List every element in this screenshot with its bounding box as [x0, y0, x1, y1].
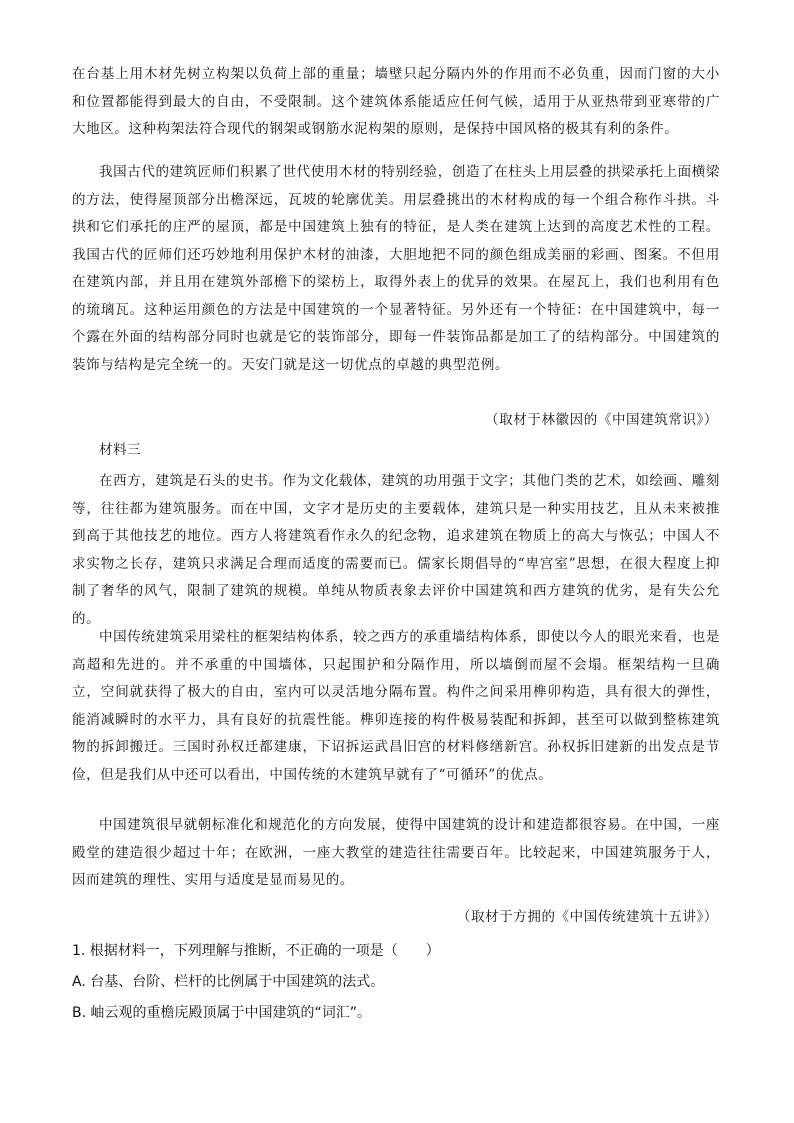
material3-paragraph-2: 中国传统建筑采用梁柱的框架结构体系，较之西方的承重墙结构体系，即使以今人的眼光来看，也是高超和先进的。并不承重的中国墙体，只起围护和分隔作用，所以墙倒而屋不会塌。框架结构一旦确立，空间就获得了极大的自由，室内可以灵活地分隔布置。构件之间采用榫卯构造，具有很大的弹性，能消减瞬时的水平力，具有良好的抗震性能。榫卯连接的构件极易装配和拆卸，甚至可以做到整栋建筑物的拆卸搬迁。三国时孙权迁都建康，下诏拆运武昌旧宫的材料修缮新宫。孙权拆旧建新的出发点是节俭，但是我们从中还可以看出，中国传统的木建筑早就有了“可循环”的优点。: [72, 629, 720, 783]
question-1-stem: 1. 根据材料一，下列理解与推断，不正确的一项是（ ）: [72, 943, 440, 959]
material2-paragraph-continued: 在台基上用木材先树立构架以负荷上部的重量；墙壁只起分隔内外的作用而不必负重，因而门窗的大小和位置都能得到最大的自由，不受限制。这个建筑体系能适应任何气候，适用于从亚热带到亚寒带的广大地区。这种构架法符合现代的钢架或钢筋水泥构架的原则，是保持中国风格的极其有利的条件。: [72, 66, 720, 137]
question-1-option-b: B. 岫云观的重檐庑殿顶属于中国建筑的“词汇”。: [72, 1005, 372, 1021]
material2-source: （取材于林徽因的《中国建筑常识》）: [485, 412, 718, 428]
material3-source: （取材于方拥的《中国传统建筑十五讲》）: [456, 909, 718, 925]
question-1-option-a: A. 台基、台阶、栏杆的比例属于中国建筑的法式。: [72, 974, 385, 990]
material2-paragraph-2: 我国古代的建筑匠师们积累了世代使用木材的特别经验，创造了在柱头上用层叠的拱梁承托上面横梁的方法，使得屋顶部分出檐深远，瓦坡的轮廓优美。用层叠挑出的木材构成的每一个组合称作斗拱。斗拱和它们承托的庄严的屋顶，都是中国建筑上独有的特征，是人类在建筑上达到的高度艺术性的工程。我国古代的匠师们还巧妙地利用保护木材的油漆，大胆地把不同的颜色组成美丽的彩画、图案。不但用在建筑内部，并且用在建筑外部檐下的梁枋上，取得外表上的优异的效果。在屋瓦上，我们也利用有色的琉璃瓦。这种运用颜色的方法是中国建筑的一个显著特征。另外还有一个特征：在中国建筑中，每一个露在外面的结构部分同时也就是它的装饰部分，即每一件装饰品都是加工了的结构部分。中国建筑的装饰与结构是完全统一的。天安门就是这一切优点的卓越的典型范例。: [72, 164, 720, 373]
material3-paragraph-3: 中国建筑很早就朝标准化和规范化的方向发展，使得中国建筑的设计和建造都很容易。在中国，一座殿堂的建造很少超过十年；在欧洲，一座大教堂的建造往往需要百年。比较起来，中国建筑服务于人，因而建筑的理性、实用与适度是显而易见的。: [72, 817, 720, 888]
material3-paragraph-1: 在西方，建筑是石头的史书。作为文化载体，建筑的功用强于文字；其他门类的艺术，如绘画、雕刻等，往往都为建筑服务。而在中国，文字才是历史的主要载体，建筑只是一种实用技艺，且从未来被推到高于其他技艺的地位。西方人将建筑看作永久的纪念物，追求建筑在物质上的高大与恢弘；中国人不求实物之长存，建筑只求满足合理而适度的需要而已。儒家长期倡导的“卑宫室”思想，在很大程度上抑制了奢华的风气，限制了建筑的规模。单纯从物质表象去评价中国建筑和西方建筑的优劣，是有失公允的。: [72, 473, 720, 627]
material3-label: 材料三: [99, 442, 142, 458]
